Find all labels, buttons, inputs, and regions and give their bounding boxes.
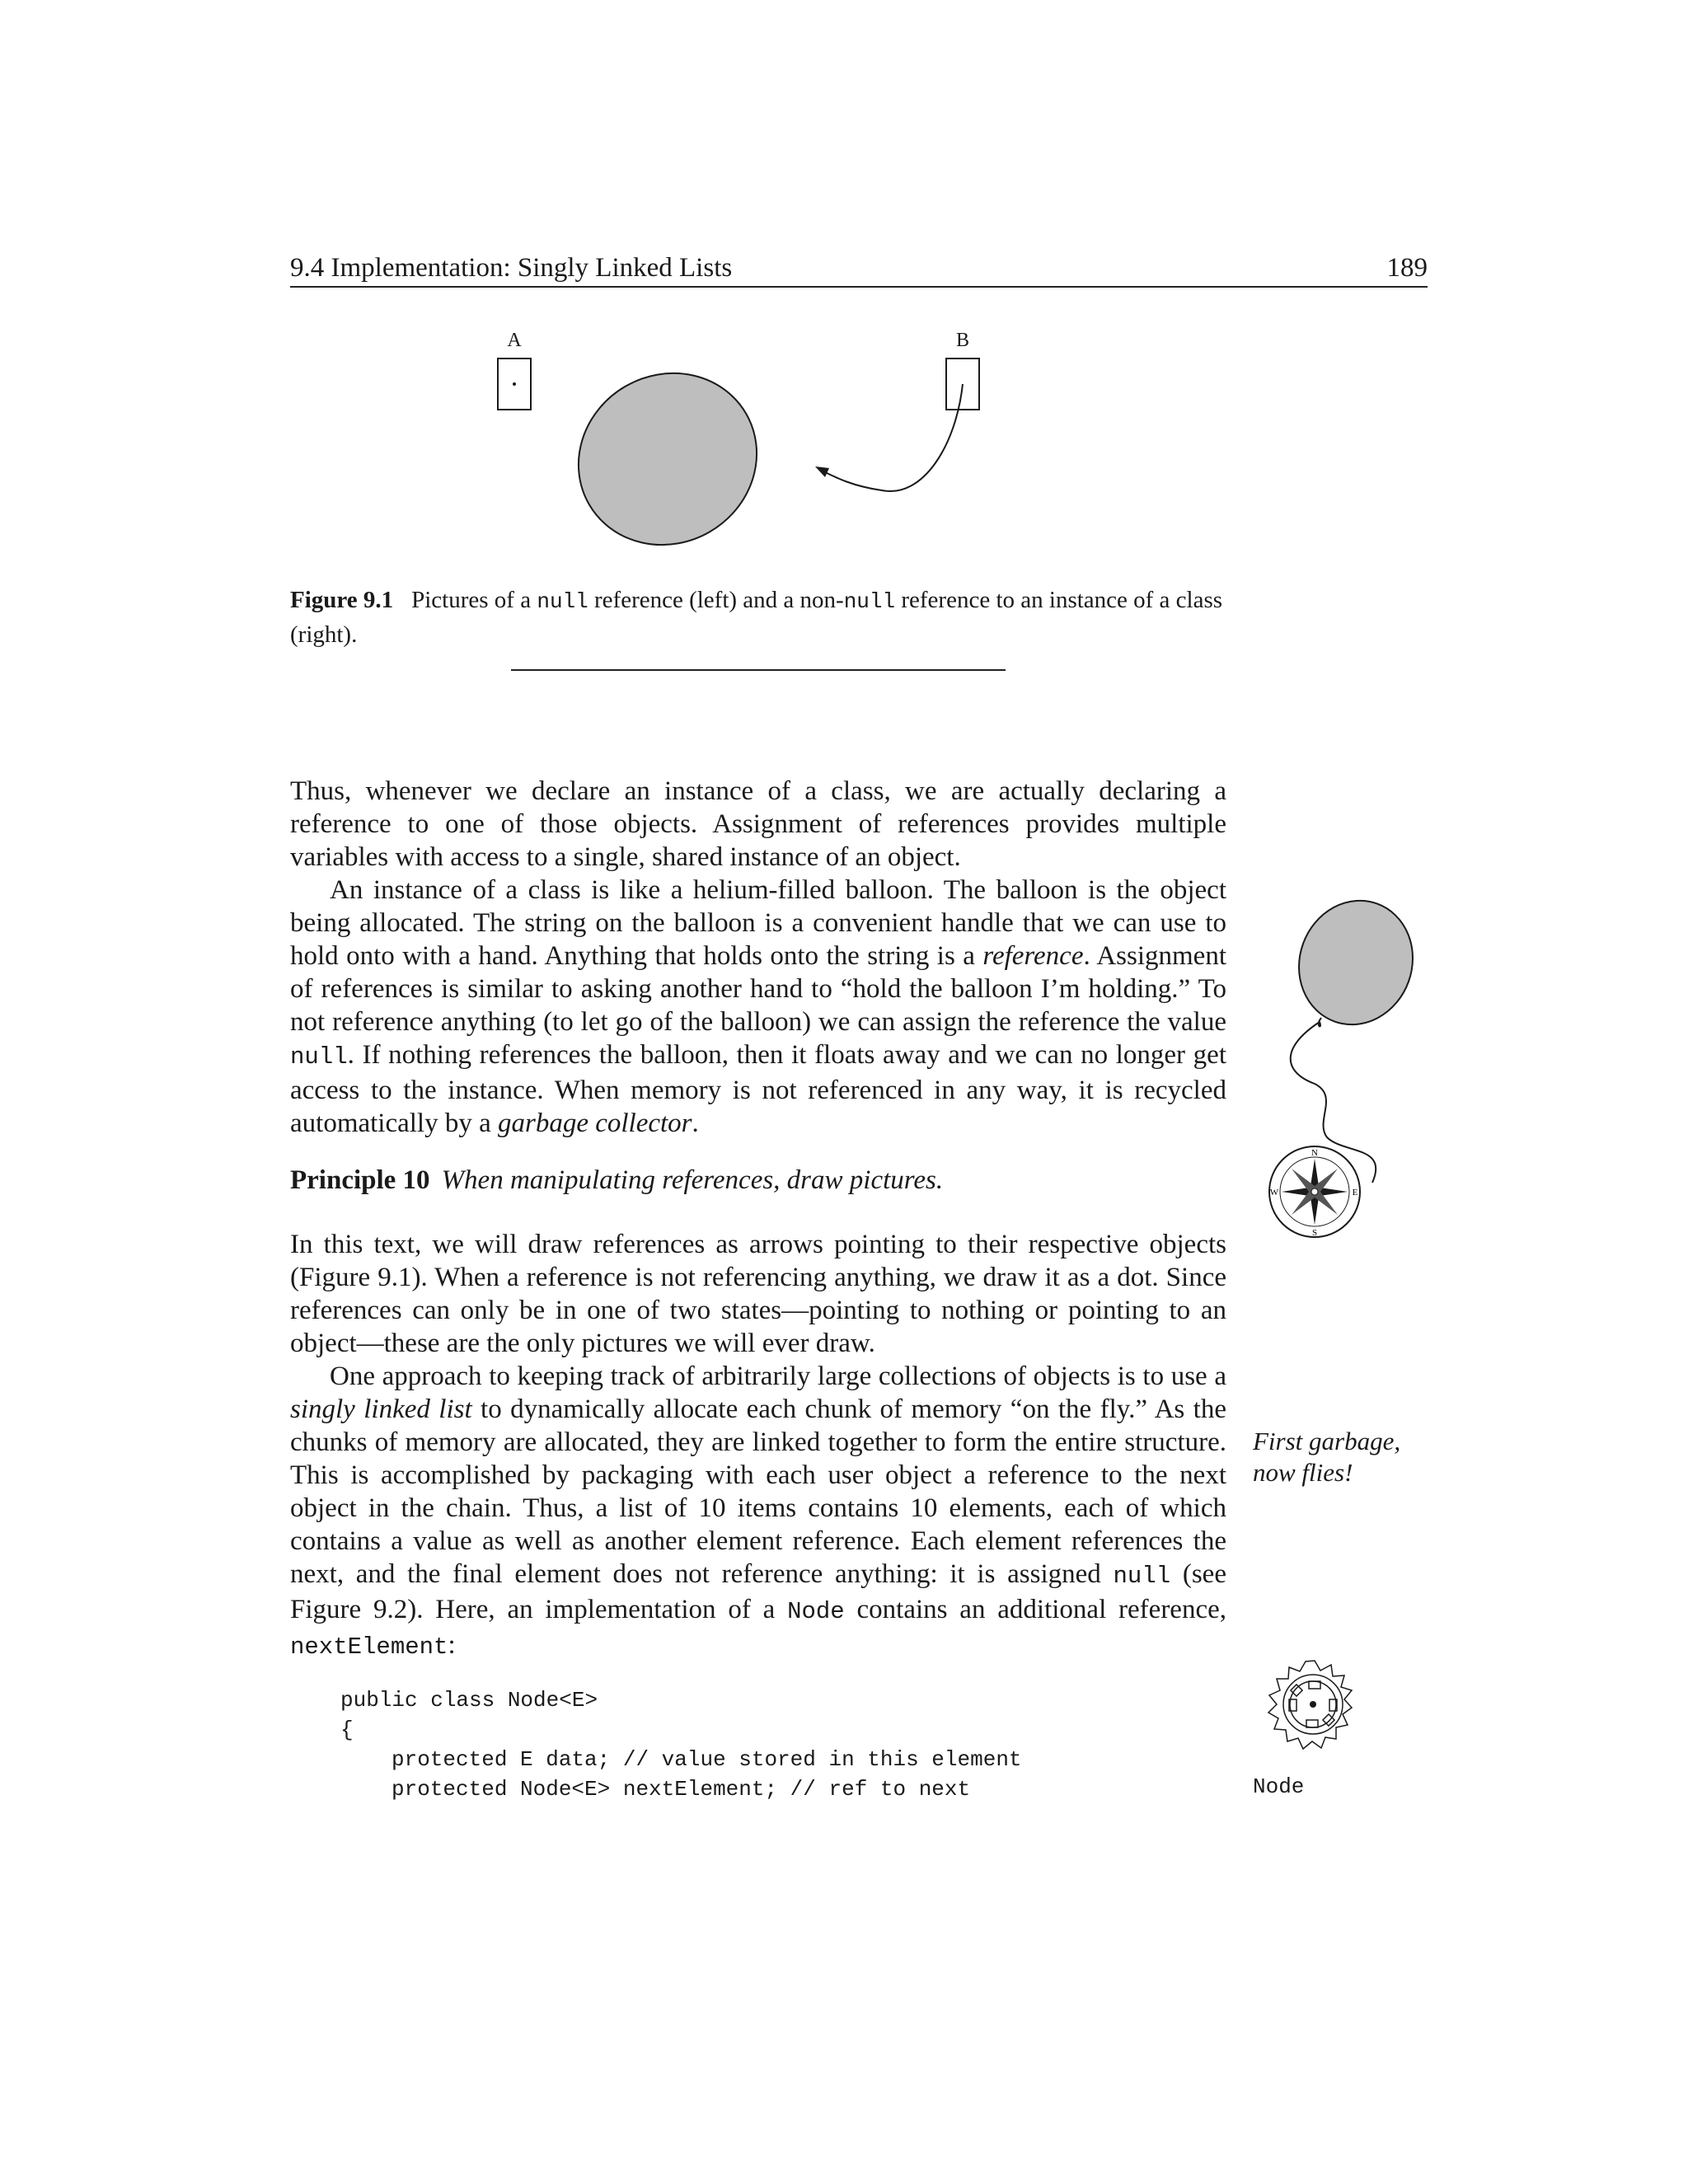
compass-west: W <box>1269 1188 1279 1197</box>
paragraph: In this text, we will draw references as arrows pointing to their respective objects (Figure 9.1). When a reference is not referencing anything, we draw it as a dot. Since references can only be in one of two states—pointing to nothing or pointing to an object—these are the only pictures we will ever draw. <box>290 1230 1226 1358</box>
caption-label: Figure 9.1 <box>290 587 394 613</box>
paragraph: Thus, whenever we declare an instance of a class, we are actually declaring a reference to one of those objects. Assignment of references provides multiple variables with access to a single, shared instance of an object. <box>290 776 1226 872</box>
running-header <box>290 251 1428 288</box>
paragraph: An instance of a class is like a helium-filled balloon. The balloon is the object being allocated. The string on the balloon is a convenient handle that we can use to hold onto with a hand. Anything that holds onto the string is a reference. Assignment of references is similar to asking another hand to “hold the balloon I’m holding.” To not reference anything (to let go of the balloon) we can assign the reference the value null. If nothing references the balloon, then it floats away and we can no longer get access to the instance. When memory is not referenced in any way, it is recycled automatically by a garbage collector. <box>290 875 1226 1138</box>
code-line: protected E data; // value stored in this element <box>392 1747 1022 1772</box>
principle <box>290 1164 943 1197</box>
principle-label: Principle 10 <box>290 1165 430 1195</box>
principle-text: When manipulating references, draw pictures. <box>441 1165 944 1195</box>
paragraph: One approach to keeping track of arbitrarily large collections of objects is to use a singly linked list to dynamically allocate each chunk of memory “on the fly.” As the chunks of memory are allocated, they are linked together to form the entire structure. This is accomplished by packaging with each user object a reference to the next object in the chain. Thus, a list of 10 items contains 10 elements, each of which contains a value as well as another element reference. Each element references the next, and the final element does not reference anything: it is assigned null (see Figure 9.2). Here, an implementation of a Node contains an additional reference, nextElement: <box>290 1361 1226 1661</box>
inline-code: Node <box>787 1598 845 1625</box>
inline-code: null <box>1113 1563 1171 1590</box>
inline-code: null <box>290 1043 348 1071</box>
emphasis-garbage-collector: garbage collector <box>498 1108 692 1138</box>
balloon <box>1282 898 1430 1041</box>
caption-text: Pictures of a <box>411 587 537 613</box>
reference-b-label: B <box>955 330 970 351</box>
caption-code: null <box>843 589 896 614</box>
compass-south: S <box>1311 1228 1318 1238</box>
section-title: 9.4 Implementation: Singly Linked Lists <box>290 253 733 283</box>
reference-arrow <box>820 384 963 491</box>
figure-caption <box>290 583 1230 651</box>
compass-icon <box>1269 1146 1360 1238</box>
inline-code: nextElement <box>290 1633 448 1661</box>
compass-north: N <box>1311 1148 1318 1158</box>
compass-east: E <box>1352 1188 1358 1197</box>
figure-divider <box>511 669 1006 671</box>
emphasis-singly-linked-list: singly linked list <box>290 1394 472 1424</box>
page-number: 189 <box>1386 253 1428 283</box>
object-balloon <box>547 341 789 569</box>
null-dot <box>513 382 516 386</box>
code-line: public class Node<E> <box>340 1688 598 1713</box>
caption-code: null <box>537 589 588 614</box>
node-gear-icon <box>1265 1657 1364 1755</box>
code-line: protected Node<E> nextElement; // ref to next <box>392 1777 971 1802</box>
margin-note: First garbage, now flies! <box>1253 1427 1401 1487</box>
code-line: { <box>340 1718 354 1742</box>
emphasis-reference: reference <box>982 941 1084 971</box>
balloon-compass-illustration <box>1265 898 1430 1244</box>
margin-label-node: Node <box>1253 1774 1305 1799</box>
reference-a-label: A <box>507 330 522 351</box>
arrow-head <box>815 466 829 477</box>
caption-text: reference (left) and a non- <box>588 587 844 613</box>
figure-9-1 <box>462 321 1039 569</box>
caption-text: reference to an instance of a class (right). <box>290 587 1223 648</box>
